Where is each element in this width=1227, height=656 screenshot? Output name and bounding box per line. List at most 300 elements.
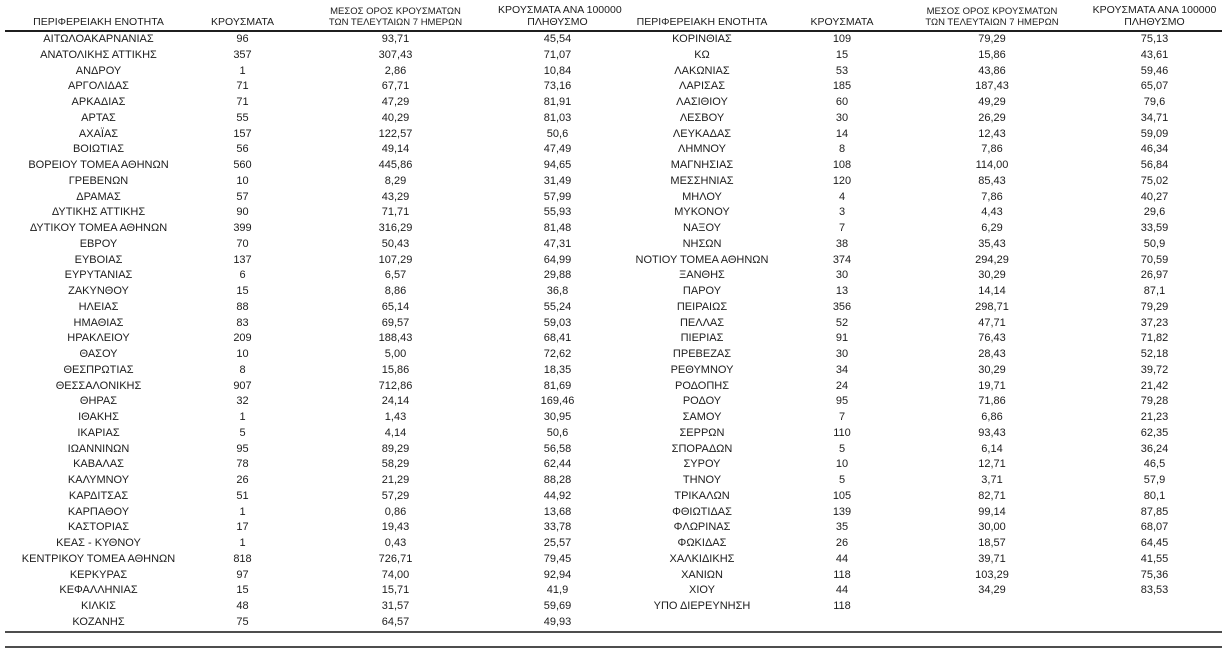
cases-cell: 57 [236, 190, 249, 203]
cases-cell: 1 [239, 505, 246, 518]
region-cell: ΛΕΥΚΑΔΑΣ [672, 127, 732, 140]
avg7-cell: 30,29 [978, 269, 1006, 282]
table-row [617, 316, 1222, 332]
per100k-cell: 80,1 [1143, 489, 1166, 502]
per100k-cell: 56,58 [543, 442, 572, 455]
region-cell: ΚΕΡΚΥΡΑΣ [69, 568, 128, 581]
table-row [617, 583, 1222, 599]
cases-cell: 30 [835, 348, 849, 360]
avg7-cell: 85,43 [978, 174, 1006, 187]
table-row [617, 552, 1222, 568]
table-row [617, 95, 1222, 111]
region-cell: ΙΚΑΡΙΑΣ [77, 426, 120, 439]
region-cell: ΝΑΞΟΥ [683, 222, 721, 234]
table-row [617, 379, 1222, 395]
per100k-cell: 39,72 [1140, 363, 1169, 376]
column-header-avg7 [293, 6, 498, 30]
per100k-cell: 41,9 [546, 584, 569, 597]
table-row [5, 142, 617, 158]
avg7-cell: 50,43 [381, 237, 410, 250]
cases-cell: 5 [838, 442, 846, 455]
table-row [617, 457, 1222, 473]
per100k-cell: 44,92 [543, 489, 572, 502]
per100k-cell: 36,8 [546, 285, 569, 297]
per100k-cell: 21,42 [1140, 379, 1169, 392]
region-cell: ΕΥΡΥΤΑΝΙΑΣ [64, 269, 133, 282]
table-row [617, 410, 1222, 426]
avg7-cell: 58,29 [381, 458, 410, 471]
table-row [617, 505, 1222, 521]
per100k-cell: 55,93 [543, 206, 572, 219]
column-header-avg7-line1: ΜΕΣΟΣ ΟΡΟΣ ΚΡΟΥΣΜΑΤΩΝ [926, 6, 1058, 17]
avg7-cell: 712,86 [378, 379, 413, 392]
avg7-cell: 93,43 [978, 426, 1006, 439]
table-row [5, 442, 617, 458]
cases-cell: 30 [835, 111, 849, 124]
region-cell: ΤΡΙΚΑΛΩΝ [674, 489, 730, 502]
table-row [5, 379, 617, 395]
region-cell: ΘΕΣΠΡΩΤΙΑΣ [63, 363, 134, 376]
region-cell: ΚΟΖΑΝΗΣ [72, 615, 125, 628]
per100k-cell: 46,5 [1143, 458, 1166, 471]
per100k-cell: 79,45 [543, 552, 572, 565]
table-row [5, 489, 617, 505]
avg7-cell: 294,29 [975, 253, 1009, 266]
table-row [617, 473, 1222, 489]
cases-cell: 71 [236, 96, 249, 108]
region-cell: ΘΗΡΑΣ [79, 395, 118, 408]
column-header-cases-label: ΚΡΟΥΣΜΑΤΑ [810, 15, 874, 28]
per100k-cell: 57,9 [1143, 474, 1166, 486]
table-row [617, 174, 1222, 190]
avg7-cell: 43,86 [978, 64, 1006, 77]
column-header-region [617, 17, 787, 31]
table-row [5, 64, 617, 80]
region-cell: ΗΡΑΚΛΕΙΟΥ [67, 332, 130, 345]
region-cell: ΜΕΣΣΗΝΙΑΣ [670, 174, 734, 187]
table-row [5, 174, 617, 190]
avg7-cell: 6,57 [384, 269, 407, 282]
per100k-cell: 64,99 [543, 253, 572, 266]
avg7-cell: 107,29 [378, 253, 413, 266]
region-cell: ΡΟΔΟΠΗΣ [674, 379, 730, 392]
region-cell: ΡΕΘΥΜΝΟΥ [670, 363, 734, 376]
region-cell: ΜΗΛΟΥ [682, 190, 722, 203]
column-header-per100k [498, 4, 622, 30]
cases-cell: 108 [832, 159, 852, 171]
column-header-per100k-line1: ΚΡΟΥΣΜΑΤΑ ΑΝΑ 100000 [498, 4, 622, 16]
column-header-avg7-line2: ΤΩΝ ΤΕΛΕΥΤΑΙΩΝ 7 ΗΜΕΡΩΝ [925, 17, 1059, 28]
cases-cell: 118 [833, 568, 851, 581]
avg7-cell: 57,29 [381, 489, 410, 502]
region-cell: ΑΡΓΟΛΙΔΑΣ [68, 80, 129, 93]
table-row [617, 489, 1222, 505]
avg7-cell: 82,71 [978, 489, 1006, 502]
table-row [617, 221, 1222, 237]
region-cell: ΛΕΣΒΟΥ [679, 111, 725, 124]
region-cell: ΣΠΟΡΑΔΩΝ [671, 442, 733, 455]
region-cell: ΑΧΑΪΑΣ [78, 127, 119, 140]
region-cell: ΙΘΑΚΗΣ [78, 411, 119, 423]
table-row [617, 111, 1222, 127]
cases-cell: 15 [835, 48, 849, 61]
table-row [5, 158, 617, 174]
column-header-avg7-line1: ΜΕΣΟΣ ΟΡΟΣ ΚΡΟΥΣΜΑΤΩΝ [330, 6, 461, 17]
per100k-cell: 75,02 [1140, 174, 1169, 187]
per100k-cell: 64,45 [1140, 537, 1169, 549]
region-cell: ΥΠΟ ΔΙΕΡΕΥΝΗΣΗ [653, 600, 751, 612]
table-row [5, 190, 617, 206]
per100k-cell: 68,07 [1140, 521, 1169, 534]
cases-cell: 78 [236, 458, 249, 471]
avg7-cell: 12,43 [978, 127, 1006, 140]
cases-cell: 15 [236, 584, 249, 597]
region-cell: ΞΑΝΘΗΣ [679, 269, 725, 282]
avg7-cell: 67,71 [381, 80, 410, 93]
per100k-cell: 33,59 [1140, 222, 1169, 234]
cases-cell: 44 [835, 584, 849, 597]
region-cell: ΦΘΙΩΤΙΔΑΣ [672, 505, 732, 518]
column-header-per100k-line2: ΠΛΗΘΥΣΜΟ [527, 15, 588, 28]
regional-cases-tables [5, 0, 1222, 631]
avg7-cell: 47,71 [978, 316, 1006, 329]
avg7-cell: 15,86 [381, 363, 410, 376]
avg7-cell: 76,43 [978, 332, 1006, 345]
per100k-cell: 43,61 [1140, 48, 1169, 61]
cases-cell: 137 [233, 253, 252, 266]
cases-cell: 88 [236, 300, 249, 313]
cases-cell: 8 [239, 363, 246, 376]
table-row [617, 268, 1222, 284]
cases-cell: 26 [236, 474, 249, 486]
avg7-cell: 35,43 [978, 237, 1006, 250]
per100k-cell: 30,95 [543, 411, 572, 423]
cases-cell: 8 [838, 143, 846, 156]
region-cell: ΗΛΕΙΑΣ [78, 300, 119, 313]
avg7-cell: 79,29 [978, 33, 1006, 45]
avg7-cell: 43,29 [381, 190, 410, 203]
region-cell: ΝΗΣΩΝ [682, 237, 722, 250]
table-row [5, 520, 617, 536]
avg7-cell: 3,71 [981, 474, 1003, 486]
cases-cell: 118 [833, 600, 851, 612]
per100k-cell: 68,41 [543, 332, 572, 345]
cases-cell: 48 [236, 600, 249, 612]
region-cell: ΑΝΑΤΟΛΙΚΗΣ ΑΤΤΙΚΗΣ [40, 48, 157, 61]
table-row [5, 268, 617, 284]
region-cell: ΔΡΑΜΑΣ [76, 190, 121, 203]
cases-cell: 15 [236, 285, 249, 297]
per100k-cell: 71,07 [543, 48, 572, 61]
table-row [617, 536, 1222, 552]
per100k-cell: 59,03 [543, 316, 572, 329]
cases-cell: 10 [236, 174, 249, 187]
per100k-cell: 56,84 [1140, 159, 1169, 171]
region-cell: ΡΟΔΟΥ [682, 395, 722, 408]
table-row [5, 32, 617, 48]
region-cell: ΛΑΣΙΘΙΟΥ [676, 96, 728, 108]
table-row [617, 426, 1222, 442]
table-row [617, 520, 1222, 536]
cases-cell: 10 [236, 348, 249, 360]
table-row [5, 536, 617, 552]
region-cell: ΚΕΦΑΛΛΗΝΙΑΣ [59, 584, 138, 597]
region-cell: ΑΡΤΑΣ [81, 111, 116, 124]
region-cell: ΣΕΡΡΩΝ [679, 426, 725, 439]
bottom-divider-rule-1 [5, 631, 1222, 633]
per100k-cell: 49,93 [543, 615, 572, 628]
table-row [5, 95, 617, 111]
region-cell: ΛΗΜΝΟΥ [678, 143, 726, 156]
cases-cell: 1 [239, 537, 246, 549]
per100k-cell: 81,48 [543, 222, 572, 234]
avg7-cell: 74,00 [381, 568, 410, 581]
table-row [5, 205, 617, 221]
region-cell: ΝΟΤΙΟΥ ΤΟΜΕΑ ΑΘΗΝΩΝ [635, 253, 769, 266]
avg7-cell: 6,14 [981, 442, 1003, 455]
table-row [5, 473, 617, 489]
avg7-cell: 187,43 [975, 80, 1009, 93]
region-cell: ΚΑΡΠΑΘΟΥ [67, 505, 130, 518]
per100k-cell: 25,57 [543, 537, 572, 549]
table-row [617, 253, 1222, 269]
per100k-cell: 29,6 [1143, 206, 1166, 219]
per100k-cell: 65,07 [1140, 80, 1169, 93]
cases-cell: 4 [838, 190, 846, 203]
per100k-cell: 40,27 [1140, 190, 1169, 203]
per100k-cell: 46,34 [1140, 143, 1169, 156]
table-row [617, 142, 1222, 158]
region-cell: ΠΕΙΡΑΙΩΣ [676, 300, 728, 313]
per100k-cell: 41,55 [1140, 552, 1169, 565]
avg7-cell: 14,14 [978, 285, 1006, 297]
table-row [617, 237, 1222, 253]
region-cell: ΒΟΡΕΙΟΥ ΤΟΜΕΑ ΑΘΗΝΩΝ [28, 159, 169, 171]
avg7-cell: 1,43 [384, 411, 407, 423]
column-header-avg7-line2: ΤΩΝ ΤΕΛΕΥΤΑΙΩΝ 7 ΗΜΕΡΩΝ [328, 17, 463, 28]
avg7-cell: 7,86 [981, 143, 1003, 156]
avg7-cell: 8,29 [384, 174, 407, 187]
table-row [5, 394, 617, 410]
avg7-cell: 7,86 [981, 190, 1003, 203]
cases-cell: 7 [838, 411, 846, 423]
region-cell: ΒΟΙΩΤΙΑΣ [72, 143, 125, 156]
table-body-left [5, 30, 617, 631]
per100k-cell: 79,28 [1140, 395, 1169, 408]
per100k-cell: 55,24 [543, 300, 572, 313]
per100k-cell: 87,85 [1140, 505, 1169, 518]
region-cell: ΠΡΕΒΕΖΑΣ [672, 348, 732, 360]
table-row [617, 158, 1222, 174]
per100k-cell: 26,97 [1140, 269, 1169, 282]
column-header-per100k-line2: ΠΛΗΘΥΣΜΟ [1124, 15, 1185, 28]
per100k-cell: 10,84 [543, 64, 572, 77]
per100k-cell: 50,6 [546, 426, 569, 439]
avg7-cell: 114,00 [975, 159, 1009, 171]
avg7-cell: 71,71 [381, 206, 410, 219]
avg7-cell: 69,57 [381, 316, 410, 329]
per100k-cell: 71,82 [1140, 332, 1169, 345]
table-row [617, 205, 1222, 221]
cases-cell: 5 [838, 474, 846, 486]
column-header-cases [787, 17, 897, 31]
per100k-cell: 70,59 [1140, 253, 1169, 266]
avg7-cell: 4,43 [981, 206, 1003, 219]
avg7-cell: 6,29 [981, 222, 1003, 234]
table-row [5, 568, 617, 584]
per100k-cell: 79,29 [1140, 300, 1169, 313]
region-cell: ΣΥΡΟΥ [683, 458, 721, 471]
cases-cell: 71 [236, 80, 249, 93]
per100k-cell: 73,16 [543, 80, 572, 93]
per100k-cell: 62,35 [1140, 426, 1169, 439]
table-row [5, 583, 617, 599]
avg7-cell: 18,57 [978, 537, 1006, 549]
table-row [5, 505, 617, 521]
column-header-avg7 [897, 6, 1087, 30]
per100k-cell [1087, 599, 1222, 615]
avg7-cell: 89,29 [381, 442, 410, 455]
cases-cell: 120 [832, 174, 852, 187]
avg7-cell: 15,71 [381, 584, 410, 597]
region-cell: ΔΥΤΙΚΗΣ ΑΤΤΙΚΗΣ [51, 206, 146, 219]
avg7-cell: 64,57 [381, 615, 410, 628]
per100k-cell: 81,91 [543, 96, 572, 108]
per100k-cell: 75,36 [1140, 568, 1169, 581]
cases-cell: 14 [835, 127, 849, 140]
avg7-cell: 49,29 [978, 96, 1006, 108]
table-row [617, 394, 1222, 410]
per100k-cell: 29,88 [543, 269, 572, 282]
avg7-cell: 21,29 [381, 474, 410, 486]
table-row [5, 363, 617, 379]
column-header-cases [192, 17, 293, 31]
per100k-cell: 81,03 [543, 111, 572, 124]
region-cell: ΚΕΑΣ - ΚΥΘΝΟΥ [56, 537, 141, 549]
per100k-cell: 31,49 [543, 174, 572, 187]
region-cell: ΘΑΣΟΥ [79, 348, 118, 360]
region-cell: ΓΡΕΒΕΝΩΝ [68, 174, 129, 187]
avg7-cell: 12,71 [978, 458, 1006, 471]
regional-table-right [617, 0, 1222, 631]
region-cell: ΠΕΛΛΑΣ [679, 316, 725, 329]
per100k-cell: 62,44 [543, 458, 572, 471]
avg7-cell: 4,14 [384, 426, 407, 439]
table-row [617, 568, 1222, 584]
cases-cell: 10 [835, 458, 849, 471]
table-row [617, 48, 1222, 64]
cases-cell: 95 [236, 442, 249, 455]
table-row [617, 363, 1222, 379]
column-header-cases-label: ΚΡΟΥΣΜΑΤΑ [211, 15, 274, 28]
table-row [5, 253, 617, 269]
avg7-cell [897, 599, 1087, 615]
cases-cell: 35 [835, 521, 849, 534]
per100k-cell: 92,94 [543, 568, 572, 581]
cases-cell: 44 [835, 552, 849, 565]
table-row [617, 79, 1222, 95]
header-divider-rule [5, 30, 1222, 32]
cases-cell: 53 [835, 64, 849, 77]
avg7-cell: 307,43 [378, 48, 413, 61]
avg7-cell: 40,29 [381, 111, 410, 124]
avg7-cell: 8,86 [384, 285, 407, 297]
region-cell: ΤΗΝΟΥ [682, 474, 722, 486]
region-cell: ΚΙΛΚΙΣ [81, 600, 116, 612]
cases-cell: 26 [835, 537, 849, 549]
cases-cell: 907 [233, 379, 252, 392]
cases-cell: 56 [236, 143, 249, 156]
per100k-cell: 169,46 [540, 395, 575, 408]
avg7-cell: 103,29 [975, 568, 1009, 581]
table-row [5, 347, 617, 363]
avg7-cell: 34,29 [978, 584, 1006, 597]
per100k-cell: 47,31 [543, 237, 572, 250]
region-cell: ΦΩΚΙΔΑΣ [677, 537, 727, 549]
bottom-divider-rule-2 [5, 646, 1222, 648]
cases-cell: 24 [835, 379, 849, 392]
region-cell: ΛΑΚΩΝΙΑΣ [674, 64, 730, 77]
table-row [5, 221, 617, 237]
avg7-cell: 726,71 [378, 552, 413, 565]
table-row [5, 48, 617, 64]
region-cell: ΜΑΓΝΗΣΙΑΣ [670, 159, 734, 171]
cases-cell: 357 [233, 48, 252, 61]
table-row [617, 32, 1222, 48]
cases-cell: 17 [236, 521, 249, 534]
region-cell: ΚΩ [694, 48, 710, 61]
per100k-cell: 75,13 [1140, 33, 1169, 45]
cases-cell: 560 [233, 159, 252, 171]
table-row [5, 111, 617, 127]
table-row [5, 457, 617, 473]
cases-cell: 55 [236, 111, 249, 124]
table-row [5, 300, 617, 316]
table-row [5, 552, 617, 568]
region-cell: ΚΑΛΥΜΝΟΥ [67, 474, 130, 486]
cases-cell: 91 [835, 332, 849, 345]
avg7-cell: 122,57 [378, 127, 413, 140]
region-cell: ΖΑΚΥΝΘΟΥ [68, 285, 129, 297]
per100k-cell: 34,71 [1140, 111, 1169, 124]
avg7-cell: 30,00 [978, 521, 1006, 534]
region-cell: ΜΥΚΟΝΟΥ [674, 206, 730, 219]
per100k-cell: 13,68 [543, 505, 572, 518]
table-row [5, 237, 617, 253]
column-header-region-label: ΠΕΡΙΦΕΡΕΙΑΚΗ ΕΝΟΤΗΤΑ [636, 15, 768, 28]
table-row [617, 599, 1222, 615]
avg7-cell: 39,71 [978, 552, 1006, 565]
avg7-cell: 49,14 [381, 143, 410, 156]
table-row [5, 615, 617, 631]
cases-cell: 32 [236, 395, 249, 408]
column-header-region [5, 17, 192, 31]
region-cell: ΘΕΣΣΑΛΟΝΙΚΗΣ [55, 379, 142, 392]
avg7-cell: 71,86 [978, 395, 1006, 408]
region-cell: ΔΥΤΙΚΟΥ ΤΟΜΕΑ ΑΘΗΝΩΝ [29, 222, 168, 234]
avg7-cell: 99,14 [978, 505, 1006, 518]
avg7-cell: 19,71 [978, 379, 1006, 392]
per100k-cell: 79,6 [1143, 96, 1166, 108]
avg7-cell: 0,43 [384, 537, 407, 549]
region-cell: ΧΑΛΚΙΔΙΚΗΣ [669, 552, 735, 565]
per100k-cell: 18,35 [543, 363, 572, 376]
cases-cell: 5 [239, 426, 246, 439]
cases-cell: 105 [832, 489, 852, 502]
avg7-cell: 445,86 [378, 159, 413, 171]
per100k-cell: 47,49 [543, 143, 572, 156]
region-cell: ΚΑΣΤΟΡΙΑΣ [67, 521, 130, 534]
